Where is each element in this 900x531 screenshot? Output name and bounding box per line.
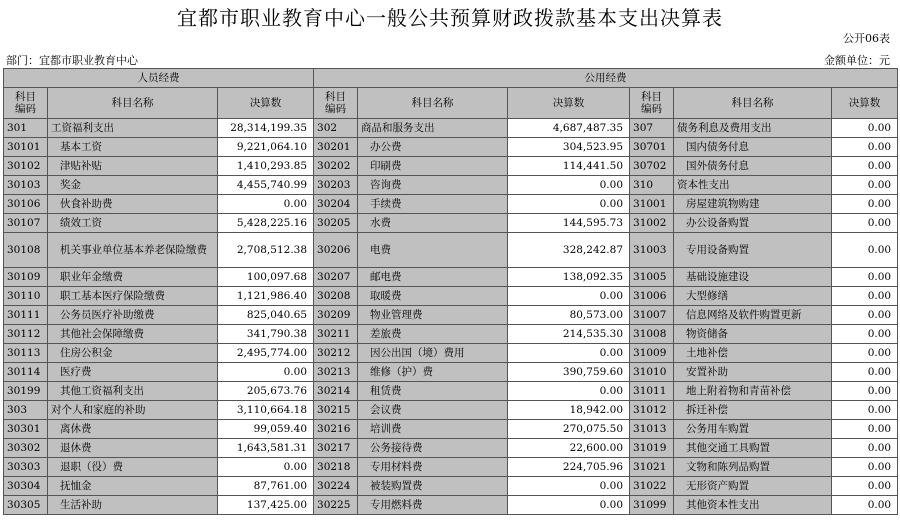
amount-cell: 1,121,986.40	[218, 287, 314, 306]
code-cell: 30108	[4, 233, 48, 268]
name-cell: 奖金	[48, 176, 218, 195]
name-cell: 公务员医疗补助缴费	[48, 306, 218, 325]
name-cell: 其他工资福利支出	[48, 382, 218, 401]
name-cell: 差旅费	[358, 325, 508, 344]
code-cell: 30203	[314, 176, 358, 195]
amount-cell: 0.00	[832, 287, 898, 306]
amount-cell: 138,092.35	[508, 268, 630, 287]
amount-cell: 0.00	[832, 439, 898, 458]
code-cell: 31006	[630, 287, 674, 306]
name-cell: 房屋建筑物购建	[674, 195, 832, 214]
code-cell: 31099	[630, 496, 674, 515]
amount-cell: 0.00	[508, 344, 630, 363]
name-cell: 工资福利支出	[48, 119, 218, 138]
code-cell: 30217	[314, 439, 358, 458]
amount-cell: 0.00	[832, 325, 898, 344]
amount-cell: 0.00	[832, 458, 898, 477]
code-cell: 30207	[314, 268, 358, 287]
name-cell: 被装购置费	[358, 477, 508, 496]
amount-cell: 0.00	[832, 477, 898, 496]
name-cell: 信息网络及软件购置更新	[674, 306, 832, 325]
amount-cell: 0.00	[832, 157, 898, 176]
name-cell: 机关事业单位基本养老保险缴费	[48, 233, 218, 268]
name-cell: 其他资本性支出	[674, 496, 832, 515]
code-header: 科目 编码	[314, 88, 358, 119]
code-cell: 30208	[314, 287, 358, 306]
name-cell: 商品和服务支出	[358, 119, 508, 138]
amount-cell: 3,110,664.18	[218, 401, 314, 420]
amount-cell: 0.00	[832, 195, 898, 214]
name-header: 科目名称	[48, 88, 218, 119]
name-cell: 债务利息及费用支出	[674, 119, 832, 138]
name-cell: 专用燃料费	[358, 496, 508, 515]
code-cell: 31003	[630, 233, 674, 268]
code-cell: 30109	[4, 268, 48, 287]
table-row	[4, 138, 898, 157]
name-cell: 专用材料费	[358, 458, 508, 477]
code-cell: 30214	[314, 382, 358, 401]
code-cell: 30106	[4, 195, 48, 214]
code-cell: 31010	[630, 363, 674, 382]
amount-cell: 9,221,064.10	[218, 138, 314, 157]
amount-cell: 28,314,199.35	[218, 119, 314, 138]
code-cell: 30199	[4, 382, 48, 401]
amount-cell: 0.00	[832, 420, 898, 439]
name-cell: 印刷费	[358, 157, 508, 176]
amount-cell: 144,595.73	[508, 214, 630, 233]
amount-cell: 99,059.40	[218, 420, 314, 439]
code-cell: 31022	[630, 477, 674, 496]
amount-cell: 4,455,740.99	[218, 176, 314, 195]
name-cell: 办公费	[358, 138, 508, 157]
name-cell: 地上附着物和青苗补偿	[674, 382, 832, 401]
table-row	[4, 268, 898, 287]
code-cell: 30112	[4, 325, 48, 344]
name-cell: 职工基本医疗保险缴费	[48, 287, 218, 306]
amount-cell: 0.00	[832, 138, 898, 157]
amount-cell: 270,075.50	[508, 420, 630, 439]
name-cell: 办公设备购置	[674, 214, 832, 233]
code-cell: 30102	[4, 157, 48, 176]
code-cell: 30212	[314, 344, 358, 363]
code-cell: 30201	[314, 138, 358, 157]
amount-cell: 0.00	[832, 496, 898, 515]
name-cell: 邮电费	[358, 268, 508, 287]
table-row	[4, 458, 898, 477]
name-cell: 绩效工资	[48, 214, 218, 233]
code-cell: 30302	[4, 439, 48, 458]
code-cell: 30304	[4, 477, 48, 496]
amount-cell: 224,705.96	[508, 458, 630, 477]
amount-cell: 0.00	[832, 401, 898, 420]
amount-cell: 328,242.87	[508, 233, 630, 268]
name-cell: 手续费	[358, 195, 508, 214]
name-cell: 物资储备	[674, 325, 832, 344]
code-cell: 31008	[630, 325, 674, 344]
amount-cell: 4,687,487.35	[508, 119, 630, 138]
expenditure-table	[3, 68, 898, 515]
table-row	[4, 195, 898, 214]
public-header: 公用经费	[314, 69, 898, 88]
code-cell: 30218	[314, 458, 358, 477]
amount-cell: 137,425.00	[218, 496, 314, 515]
table-row	[4, 420, 898, 439]
table-row	[4, 477, 898, 496]
amount-cell: 2,708,512.38	[218, 233, 314, 268]
amount-cell: 0.00	[832, 344, 898, 363]
name-cell: 电费	[358, 233, 508, 268]
department-label: 部门：宜都市职业教育中心	[6, 54, 138, 67]
name-cell: 取暖费	[358, 287, 508, 306]
code-cell: 30225	[314, 496, 358, 515]
amount-cell: 825,040.65	[218, 306, 314, 325]
code-cell: 31019	[630, 439, 674, 458]
name-cell: 大型修缮	[674, 287, 832, 306]
name-header: 科目名称	[358, 88, 508, 119]
name-cell: 住房公积金	[48, 344, 218, 363]
name-cell: 安置补助	[674, 363, 832, 382]
code-cell: 303	[4, 401, 48, 420]
table-row	[4, 157, 898, 176]
code-cell: 30209	[314, 306, 358, 325]
amount-cell: 341,790.38	[218, 325, 314, 344]
name-cell: 其他社会保障缴费	[48, 325, 218, 344]
amount-cell: 5,428,225.16	[218, 214, 314, 233]
amount-header: 决算数	[832, 88, 898, 119]
amount-cell: 0.00	[508, 176, 630, 195]
name-cell: 水费	[358, 214, 508, 233]
code-cell: 310	[630, 176, 674, 195]
code-cell: 302	[314, 119, 358, 138]
name-cell: 拆迁补偿	[674, 401, 832, 420]
code-cell: 30702	[630, 157, 674, 176]
code-cell: 31009	[630, 344, 674, 363]
code-cell: 30103	[4, 176, 48, 195]
name-cell: 国内债务付息	[674, 138, 832, 157]
code-cell: 31011	[630, 382, 674, 401]
table-code: 公开06表	[843, 32, 890, 45]
name-cell: 其他交通工具购置	[674, 439, 832, 458]
code-cell: 31021	[630, 458, 674, 477]
amount-cell: 0.00	[832, 119, 898, 138]
amount-cell: 1,643,581.31	[218, 439, 314, 458]
name-cell: 国外债务付息	[674, 157, 832, 176]
code-cell: 30213	[314, 363, 358, 382]
unit-label: 金额单位：元	[824, 54, 890, 67]
table-row	[4, 363, 898, 382]
name-cell: 维修（护）费	[358, 363, 508, 382]
name-header: 科目名称	[674, 88, 832, 119]
amount-cell: 100,097.68	[218, 268, 314, 287]
name-cell: 土地补偿	[674, 344, 832, 363]
name-cell: 对个人和家庭的补助	[48, 401, 218, 420]
table-row	[4, 214, 898, 233]
name-cell: 无形资产购置	[674, 477, 832, 496]
amount-cell: 390,759.60	[508, 363, 630, 382]
amount-cell: 0.00	[508, 195, 630, 214]
name-cell: 培训费	[358, 420, 508, 439]
code-cell: 30305	[4, 496, 48, 515]
code-cell: 30216	[314, 420, 358, 439]
code-cell: 30301	[4, 420, 48, 439]
amount-cell: 114,441.50	[508, 157, 630, 176]
name-cell: 抚恤金	[48, 477, 218, 496]
amount-cell: 0.00	[508, 477, 630, 496]
amount-cell: 205,673.76	[218, 382, 314, 401]
table-row	[4, 287, 898, 306]
personnel-header: 人员经费	[4, 69, 314, 88]
amount-cell: 0.00	[832, 214, 898, 233]
name-cell: 伙食补助费	[48, 195, 218, 214]
amount-cell: 0.00	[508, 382, 630, 401]
name-cell: 公务接待费	[358, 439, 508, 458]
code-cell: 30701	[630, 138, 674, 157]
code-cell: 307	[630, 119, 674, 138]
code-cell: 30303	[4, 458, 48, 477]
amount-cell: 0.00	[832, 363, 898, 382]
table-row	[4, 176, 898, 195]
name-cell: 生活补助	[48, 496, 218, 515]
amount-cell: 1,410,293.85	[218, 157, 314, 176]
code-cell: 30211	[314, 325, 358, 344]
name-cell: 离休费	[48, 420, 218, 439]
code-cell: 30215	[314, 401, 358, 420]
code-cell: 31001	[630, 195, 674, 214]
amount-cell: 0.00	[218, 195, 314, 214]
name-cell: 医疗费	[48, 363, 218, 382]
code-cell: 30114	[4, 363, 48, 382]
table-row	[4, 401, 898, 420]
table-row	[4, 233, 898, 268]
amount-cell: 0.00	[832, 233, 898, 268]
amount-cell: 87,761.00	[218, 477, 314, 496]
code-cell: 30110	[4, 287, 48, 306]
amount-cell: 2,495,774.00	[218, 344, 314, 363]
name-cell: 专用设备购置	[674, 233, 832, 268]
code-header: 科目 编码	[4, 88, 48, 119]
table-row	[4, 119, 898, 138]
code-cell: 30113	[4, 344, 48, 363]
table-row	[4, 306, 898, 325]
code-cell: 30204	[314, 195, 358, 214]
amount-cell: 0.00	[832, 268, 898, 287]
amount-cell: 304,523.95	[508, 138, 630, 157]
table-row	[4, 344, 898, 363]
amount-header: 决算数	[508, 88, 630, 119]
code-cell: 30107	[4, 214, 48, 233]
name-cell: 津贴补贴	[48, 157, 218, 176]
code-cell: 301	[4, 119, 48, 138]
code-cell: 30111	[4, 306, 48, 325]
table-row	[4, 439, 898, 458]
code-cell: 30224	[314, 477, 358, 496]
name-cell: 退职（役）费	[48, 458, 218, 477]
name-cell: 因公出国（境）费用	[358, 344, 508, 363]
code-cell: 30205	[314, 214, 358, 233]
name-cell: 职业年金缴费	[48, 268, 218, 287]
page-title: 宜都市职业教育中心一般公共预算财政拨款基本支出决算表	[177, 6, 723, 30]
name-cell: 基本工资	[48, 138, 218, 157]
amount-cell: 80,573.00	[508, 306, 630, 325]
amount-cell: 0.00	[218, 458, 314, 477]
amount-cell: 18,942.00	[508, 401, 630, 420]
amount-cell: 0.00	[508, 287, 630, 306]
name-cell: 退休费	[48, 439, 218, 458]
code-header: 科目 编码	[630, 88, 674, 119]
amount-cell: 214,535.30	[508, 325, 630, 344]
name-cell: 基础设施建设	[674, 268, 832, 287]
name-cell: 租赁费	[358, 382, 508, 401]
table-row	[4, 382, 898, 401]
name-cell: 文物和陈列品购置	[674, 458, 832, 477]
code-cell: 31013	[630, 420, 674, 439]
code-cell: 30206	[314, 233, 358, 268]
amount-header: 决算数	[218, 88, 314, 119]
code-cell: 30202	[314, 157, 358, 176]
code-cell: 31007	[630, 306, 674, 325]
code-cell: 31002	[630, 214, 674, 233]
amount-cell: 0.00	[508, 496, 630, 515]
code-cell: 31005	[630, 268, 674, 287]
amount-cell: 0.00	[218, 363, 314, 382]
name-cell: 咨询费	[358, 176, 508, 195]
code-cell: 31012	[630, 401, 674, 420]
table-row	[4, 325, 898, 344]
code-cell: 30101	[4, 138, 48, 157]
table-row	[4, 496, 898, 515]
name-cell: 资本性支出	[674, 176, 832, 195]
amount-cell: 0.00	[832, 382, 898, 401]
name-cell: 会议费	[358, 401, 508, 420]
amount-cell: 22,600.00	[508, 439, 630, 458]
amount-cell: 0.00	[832, 176, 898, 195]
name-cell: 物业管理费	[358, 306, 508, 325]
amount-cell: 0.00	[832, 306, 898, 325]
name-cell: 公务用车购置	[674, 420, 832, 439]
